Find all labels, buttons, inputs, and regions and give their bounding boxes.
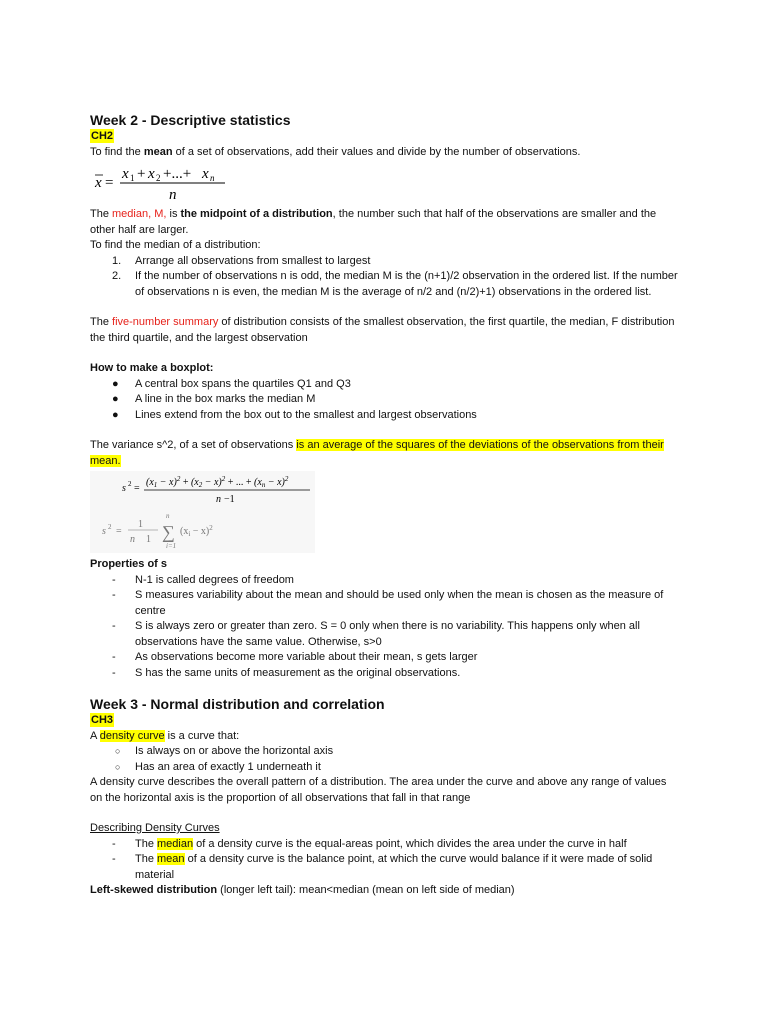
median-definition: The median, M, is the midpoint of a distribution, the number such that half of the observations are smaller and the other half are larger. <box>90 208 657 236</box>
svg-text:n: n <box>130 534 135 545</box>
svg-text:n: n <box>166 512 170 520</box>
svg-text:=: = <box>105 175 114 191</box>
median-steps <box>90 254 680 301</box>
properties-list <box>90 573 680 682</box>
svg-text:i=1: i=1 <box>166 542 177 550</box>
svg-text:(x1 − x)2 + (x2 − x)2 + ... +: $(x_1 - x)^2 + (x_2 - x)^2$ + ... + $(x_n - x)^2$ <box>146 475 289 489</box>
list-item: - S has the same units of measurement as the original observations. <box>112 666 461 679</box>
boxplot-list <box>90 377 680 424</box>
svg-text:x: x <box>148 166 155 182</box>
svg-text:x: x <box>95 175 102 191</box>
svg-text:−1: −1 <box>224 494 235 505</box>
describing-heading: Describing Density Curves <box>90 822 220 834</box>
density-description: A density curve describes the overall pattern of a distribution. The area under the curve and above any range of values on the horizontal axis is the proportion of all observations that fall in that range <box>90 776 667 804</box>
svg-text:1: 1 <box>146 534 151 545</box>
five-number-summary: The five-number summary of distribution consists of the smallest observation, the first quartile, the median, F distribution the third quartile, and the largest observation <box>90 316 675 344</box>
svg-text:n: n <box>216 494 221 505</box>
median-howto: To find the median of a distribution: <box>90 239 261 251</box>
list-item: 1. Arrange all observations from smallest to largest <box>112 254 371 267</box>
svg-text:∑: ∑ <box>162 522 175 542</box>
variance-formula <box>90 471 315 553</box>
list-item: ● A line in the box marks the median M <box>112 393 316 405</box>
list-item: - N-1 is called degrees of freedom <box>112 573 294 586</box>
left-skewed-note: Left-skewed distribution (longer left tail): mean<median (mean on left side of median) <box>90 884 515 896</box>
list-item: ○ Is always on or above the horizontal axis <box>115 745 334 757</box>
describing-list <box>90 837 680 884</box>
variance-definition: The variance s^2, of a set of observations is an average of the squares of the deviations of the observations from their mean. <box>90 439 664 467</box>
density-list <box>90 744 680 775</box>
svg-text:+...+: +...+ <box>163 166 192 182</box>
week3-heading: Week 3 - Normal distribution and correlation <box>90 696 385 712</box>
list-item: 2. If the number of observations n is odd, the median M is the (n+1)/2 observation in the ordered list. If the number of observations n is even, the median M is the average of n/2 and (n/2)+1) observations in the ordered list. <box>112 270 678 298</box>
svg-text:(xi − x)2: $(x_i - x)^2$ <box>180 524 213 538</box>
list-item: ● A central box spans the quartiles Q1 and Q3 <box>112 377 351 390</box>
svg-text:n: n <box>169 187 177 203</box>
list-item: ● Lines extend from the box out to the smallest and largest observations <box>112 408 477 421</box>
list-item: - S is always zero or greater than zero. S = 0 only when there is no variability. This happens only when all observations have the same value. Otherwise, s>0 <box>112 620 640 648</box>
svg-text:x: x <box>202 166 209 182</box>
svg-text:1: 1 <box>130 173 135 183</box>
svg-text:+: + <box>137 166 146 182</box>
document-content <box>90 111 680 899</box>
svg-text:s: s <box>102 526 106 537</box>
svg-text:2: 2 <box>108 523 112 531</box>
list-item: - As observations become more variable about their mean, s gets larger <box>112 651 478 663</box>
svg-text:x: x <box>122 166 129 182</box>
svg-text:=: = <box>116 526 122 537</box>
ch2-label: CH2 <box>91 130 114 142</box>
svg-text:s: s <box>122 483 126 494</box>
svg-text:1: 1 <box>138 519 143 530</box>
list-item: - The median of a density curve is the equal-areas point, which divides the area under the curve in half <box>112 837 627 850</box>
svg-text:n: n <box>210 173 215 183</box>
density-definition: A density curve is a curve that: <box>90 729 240 742</box>
svg-text:2: 2 <box>128 480 132 488</box>
week2-heading: Week 2 - Descriptive statistics <box>90 112 291 128</box>
mean-formula <box>90 162 240 204</box>
boxplot-heading: How to make a boxplot: <box>90 362 214 374</box>
ch3-label: CH3 <box>91 714 114 726</box>
svg-text:2: 2 <box>156 173 161 183</box>
list-item: ○ Has an area of exactly 1 underneath it <box>115 760 321 773</box>
list-item: - S measures variability about the mean and should be used only when the mean is chosen as the measure of centre <box>112 589 664 617</box>
svg-text:=: = <box>134 483 140 494</box>
mean-definition: To find the mean of a set of observations, add their values and divide by the number of observations. <box>90 145 581 158</box>
list-item: - The mean of a density curve is the balance point, at which the curve would balance if it were made of solid material <box>112 853 653 881</box>
properties-heading: Properties of s <box>90 558 168 570</box>
